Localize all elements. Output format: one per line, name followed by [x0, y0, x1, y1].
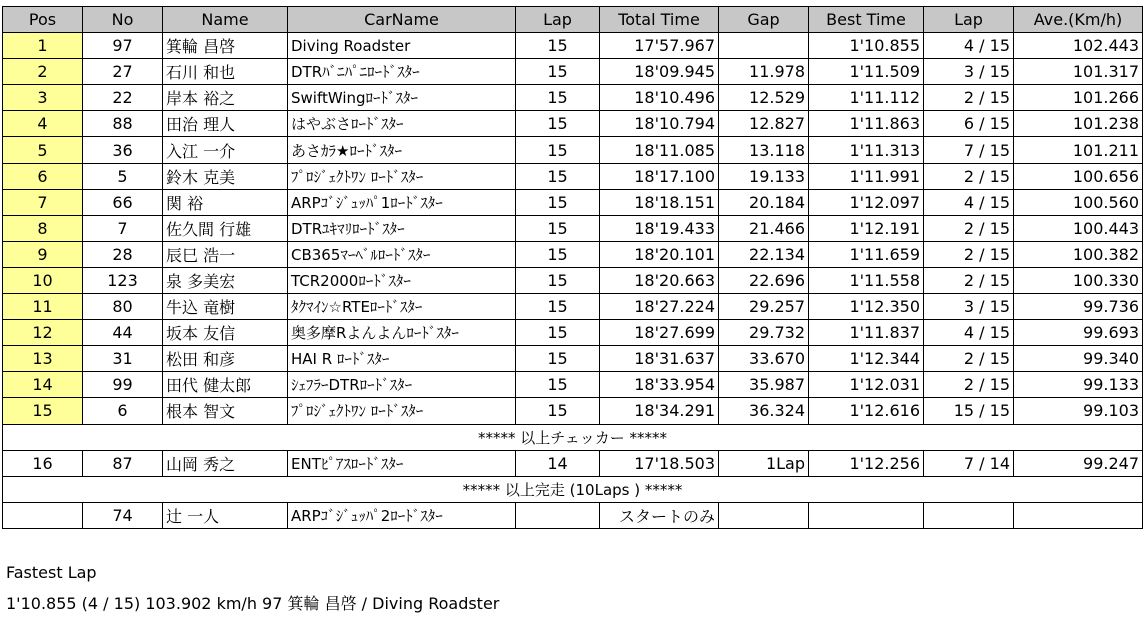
cell-gap: 22.134	[719, 241, 809, 267]
cell-pos: 1	[3, 33, 83, 59]
cell-average-speed: 101.211	[1014, 137, 1143, 163]
cell-average-speed: 100.443	[1014, 215, 1143, 241]
cell-average-speed: 99.693	[1014, 320, 1143, 346]
cell-carname: SwiftWingﾛｰﾄﾞｽﾀｰ	[288, 85, 516, 111]
cell-name: 山岡 秀之	[163, 450, 288, 476]
table-row	[3, 398, 1143, 424]
table-row	[3, 111, 1143, 137]
header-name: Name	[163, 7, 288, 33]
cell-pos: 16	[3, 450, 83, 476]
table-row	[3, 241, 1143, 267]
cell-carname: ﾌﾟﾛｼﾞｪｸﾄﾜﾝ ﾛｰﾄﾞｽﾀｰ	[288, 398, 516, 424]
cell-pos: 11	[3, 294, 83, 320]
cell-lap: 15	[516, 111, 600, 137]
table-row	[3, 502, 1143, 528]
table-row	[3, 163, 1143, 189]
cell-best-time: 1'11.659	[809, 241, 924, 267]
cell-name: 鈴木 克美	[163, 163, 288, 189]
cell-best-lap: 7 / 14	[924, 450, 1014, 476]
cell-total-time: 18'27.699	[600, 320, 719, 346]
header-no: No	[83, 7, 163, 33]
cell-no: 88	[83, 111, 163, 137]
cell-carname: ｼｪﾌﾗｰDTRﾛｰﾄﾞｽﾀｰ	[288, 372, 516, 398]
cell-best-lap: 2 / 15	[924, 267, 1014, 293]
cell-average-speed	[1014, 502, 1143, 528]
cell-best-lap: 2 / 15	[924, 163, 1014, 189]
cell-best-time: 1'11.991	[809, 163, 924, 189]
cell-name: 松田 和彦	[163, 346, 288, 372]
cell-gap: 35.987	[719, 372, 809, 398]
table-row	[3, 215, 1143, 241]
cell-carname: ARPｺﾞｼﾞｭｯﾊﾟ1ﾛｰﾄﾞｽﾀｰ	[288, 189, 516, 215]
cell-lap: 15	[516, 241, 600, 267]
cell-average-speed: 100.330	[1014, 267, 1143, 293]
cell-total-time: 18'18.151	[600, 189, 719, 215]
cell-no: 22	[83, 85, 163, 111]
table-row	[3, 294, 1143, 320]
table-row	[3, 320, 1143, 346]
cell-pos: 10	[3, 267, 83, 293]
cell-average-speed: 101.238	[1014, 111, 1143, 137]
cell-gap: 13.118	[719, 137, 809, 163]
cell-best-lap: 4 / 15	[924, 33, 1014, 59]
cell-total-time: スタートのみ	[600, 502, 719, 528]
cell-carname: ARPｺﾞｼﾞｭｯﾊﾟ2ﾛｰﾄﾞｽﾀｰ	[288, 502, 516, 528]
cell-gap: 33.670	[719, 346, 809, 372]
cell-gap: 29.257	[719, 294, 809, 320]
header-carname: CarName	[288, 7, 516, 33]
checker-separator: ***** 以上チェッカー *****	[3, 424, 1143, 450]
cell-best-time: 1'12.031	[809, 372, 924, 398]
cell-total-time: 18'11.085	[600, 137, 719, 163]
cell-gap: 36.324	[719, 398, 809, 424]
fastest-lap-detail: 1'10.855 (4 / 15) 103.902 km/h 97 箕輪 昌啓 / Diving Roadster	[6, 594, 500, 613]
table-row	[3, 85, 1143, 111]
cell-total-time: 18'10.794	[600, 111, 719, 137]
cell-lap: 15	[516, 215, 600, 241]
cell-total-time: 18'20.101	[600, 241, 719, 267]
header-gap: Gap	[719, 7, 809, 33]
cell-best-lap: 3 / 15	[924, 294, 1014, 320]
cell-average-speed: 99.340	[1014, 346, 1143, 372]
table-row	[3, 137, 1143, 163]
header-pos: Pos	[3, 7, 83, 33]
cell-best-time: 1'11.112	[809, 85, 924, 111]
cell-no: 31	[83, 346, 163, 372]
cell-average-speed: 100.382	[1014, 241, 1143, 267]
cell-lap: 15	[516, 320, 600, 346]
cell-no: 99	[83, 372, 163, 398]
cell-name: 石川 和也	[163, 59, 288, 85]
cell-best-time: 1'11.837	[809, 320, 924, 346]
cell-total-time: 18'31.637	[600, 346, 719, 372]
cell-pos	[3, 502, 83, 528]
cell-lap: 15	[516, 59, 600, 85]
cell-best-lap: 2 / 15	[924, 372, 1014, 398]
cell-total-time: 18'34.291	[600, 398, 719, 424]
cell-name: 坂本 友信	[163, 320, 288, 346]
cell-no: 6	[83, 398, 163, 424]
cell-no: 7	[83, 215, 163, 241]
cell-average-speed: 99.736	[1014, 294, 1143, 320]
cell-best-lap: 2 / 15	[924, 85, 1014, 111]
cell-best-time: 1'12.256	[809, 450, 924, 476]
cell-best-lap: 7 / 15	[924, 137, 1014, 163]
header-row	[3, 7, 1143, 33]
cell-pos: 12	[3, 320, 83, 346]
cell-best-time: 1'12.616	[809, 398, 924, 424]
cell-best-time: 1'12.097	[809, 189, 924, 215]
cell-name: 入江 一介	[163, 137, 288, 163]
cell-pos: 2	[3, 59, 83, 85]
table-row	[3, 189, 1143, 215]
cell-pos: 8	[3, 215, 83, 241]
cell-best-lap	[924, 502, 1014, 528]
cell-average-speed: 100.560	[1014, 189, 1143, 215]
table-row	[3, 33, 1143, 59]
cell-total-time: 18'10.496	[600, 85, 719, 111]
cell-name: 牛込 竜樹	[163, 294, 288, 320]
cell-best-time: 1'11.863	[809, 111, 924, 137]
cell-pos: 15	[3, 398, 83, 424]
cell-carname: DTRﾊﾞﾆﾊﾟﾆﾛｰﾄﾞｽﾀｰ	[288, 59, 516, 85]
cell-carname: 奥多摩Rよんよんﾛｰﾄﾞｽﾀｰ	[288, 320, 516, 346]
cell-gap: 12.529	[719, 85, 809, 111]
cell-best-time: 1'10.855	[809, 33, 924, 59]
separator-row	[3, 424, 1143, 450]
cell-pos: 4	[3, 111, 83, 137]
cell-gap: 29.732	[719, 320, 809, 346]
cell-gap: 12.827	[719, 111, 809, 137]
cell-best-lap: 3 / 15	[924, 59, 1014, 85]
cell-lap: 15	[516, 85, 600, 111]
results-body	[3, 33, 1143, 529]
table-row	[3, 450, 1143, 476]
table-row	[3, 372, 1143, 398]
results-table	[2, 6, 1143, 529]
cell-best-lap: 4 / 15	[924, 320, 1014, 346]
cell-no: 66	[83, 189, 163, 215]
table-row	[3, 267, 1143, 293]
cell-best-lap: 2 / 15	[924, 346, 1014, 372]
cell-lap: 15	[516, 398, 600, 424]
cell-no: 36	[83, 137, 163, 163]
cell-carname: DTRﾕｷﾏﾘﾛｰﾄﾞｽﾀｰ	[288, 215, 516, 241]
cell-best-time	[809, 502, 924, 528]
cell-average-speed: 99.133	[1014, 372, 1143, 398]
cell-no: 80	[83, 294, 163, 320]
header-lap: Lap	[516, 7, 600, 33]
cell-pos: 9	[3, 241, 83, 267]
header-total-time: Total Time	[600, 7, 719, 33]
cell-best-time: 1'11.509	[809, 59, 924, 85]
cell-carname: はやぶさﾛｰﾄﾞｽﾀｰ	[288, 111, 516, 137]
cell-no: 87	[83, 450, 163, 476]
cell-no: 5	[83, 163, 163, 189]
cell-lap: 15	[516, 163, 600, 189]
cell-lap: 15	[516, 346, 600, 372]
cell-carname: TCR2000ﾛｰﾄﾞｽﾀｰ	[288, 267, 516, 293]
header-best-time: Best Time	[809, 7, 924, 33]
cell-average-speed: 102.443	[1014, 33, 1143, 59]
cell-total-time: 17'57.967	[600, 33, 719, 59]
cell-no: 97	[83, 33, 163, 59]
cell-lap	[516, 502, 600, 528]
header-best-lap: Lap	[924, 7, 1014, 33]
cell-carname: HAI R ﾛｰﾄﾞｽﾀｰ	[288, 346, 516, 372]
cell-lap: 15	[516, 372, 600, 398]
cell-name: 泉 多美宏	[163, 267, 288, 293]
cell-gap: 11.978	[719, 59, 809, 85]
cell-pos: 13	[3, 346, 83, 372]
cell-no: 27	[83, 59, 163, 85]
separator-row	[3, 476, 1143, 502]
cell-best-lap: 6 / 15	[924, 111, 1014, 137]
cell-average-speed: 101.266	[1014, 85, 1143, 111]
cell-carname: ﾀｸﾏｲﾝ☆RTEﾛｰﾄﾞｽﾀｰ	[288, 294, 516, 320]
cell-lap: 15	[516, 33, 600, 59]
cell-gap	[719, 502, 809, 528]
cell-name: 根本 智文	[163, 398, 288, 424]
cell-no: 74	[83, 502, 163, 528]
cell-name: 佐久間 行雄	[163, 215, 288, 241]
cell-total-time: 18'09.945	[600, 59, 719, 85]
cell-average-speed: 99.247	[1014, 450, 1143, 476]
cell-total-time: 18'33.954	[600, 372, 719, 398]
cell-name: 岸本 裕之	[163, 85, 288, 111]
cell-lap: 15	[516, 137, 600, 163]
cell-carname: Diving Roadster	[288, 33, 516, 59]
cell-name: 辰巳 浩一	[163, 241, 288, 267]
fastest-lap-label: Fastest Lap	[6, 563, 97, 582]
cell-no: 28	[83, 241, 163, 267]
cell-best-lap: 2 / 15	[924, 215, 1014, 241]
cell-name: 箕輪 昌啓	[163, 33, 288, 59]
cell-total-time: 18'17.100	[600, 163, 719, 189]
cell-name: 田治 理人	[163, 111, 288, 137]
cell-gap: 20.184	[719, 189, 809, 215]
cell-best-time: 1'11.313	[809, 137, 924, 163]
cell-carname: ENTﾋﾟｱｽﾛｰﾄﾞｽﾀｰ	[288, 450, 516, 476]
cell-best-lap: 2 / 15	[924, 241, 1014, 267]
cell-carname: あさｶﾗ★ﾛｰﾄﾞｽﾀｰ	[288, 137, 516, 163]
cell-average-speed: 100.656	[1014, 163, 1143, 189]
cell-pos: 6	[3, 163, 83, 189]
cell-best-lap: 4 / 15	[924, 189, 1014, 215]
cell-gap: 19.133	[719, 163, 809, 189]
cell-best-lap: 15 / 15	[924, 398, 1014, 424]
cell-carname: ﾌﾟﾛｼﾞｪｸﾄﾜﾝ ﾛｰﾄﾞｽﾀｰ	[288, 163, 516, 189]
cell-best-time: 1'12.344	[809, 346, 924, 372]
table-row	[3, 59, 1143, 85]
cell-name: 関 裕	[163, 189, 288, 215]
cell-total-time: 18'27.224	[600, 294, 719, 320]
cell-gap: 21.466	[719, 215, 809, 241]
cell-best-time: 1'11.558	[809, 267, 924, 293]
cell-pos: 7	[3, 189, 83, 215]
cell-pos: 14	[3, 372, 83, 398]
cell-total-time: 17'18.503	[600, 450, 719, 476]
cell-best-time: 1'12.191	[809, 215, 924, 241]
cell-name: 田代 健太郎	[163, 372, 288, 398]
cell-average-speed: 101.317	[1014, 59, 1143, 85]
cell-total-time: 18'20.663	[600, 267, 719, 293]
cell-no: 44	[83, 320, 163, 346]
header-average-speed: Ave.(Km/h)	[1014, 7, 1143, 33]
cell-lap: 15	[516, 189, 600, 215]
cell-best-time: 1'12.350	[809, 294, 924, 320]
cell-no: 123	[83, 267, 163, 293]
cell-pos: 3	[3, 85, 83, 111]
table-row	[3, 346, 1143, 372]
cell-lap: 15	[516, 267, 600, 293]
finish-separator: ***** 以上完走 (10Laps ) *****	[3, 476, 1143, 502]
cell-gap: 1Lap	[719, 450, 809, 476]
cell-pos: 5	[3, 137, 83, 163]
cell-total-time: 18'19.433	[600, 215, 719, 241]
cell-name: 辻 一人	[163, 502, 288, 528]
cell-average-speed: 99.103	[1014, 398, 1143, 424]
cell-lap: 15	[516, 294, 600, 320]
cell-gap	[719, 33, 809, 59]
cell-lap: 14	[516, 450, 600, 476]
cell-carname: CB365ﾏｰﾍﾞﾙﾛｰﾄﾞｽﾀｰ	[288, 241, 516, 267]
cell-gap: 22.696	[719, 267, 809, 293]
